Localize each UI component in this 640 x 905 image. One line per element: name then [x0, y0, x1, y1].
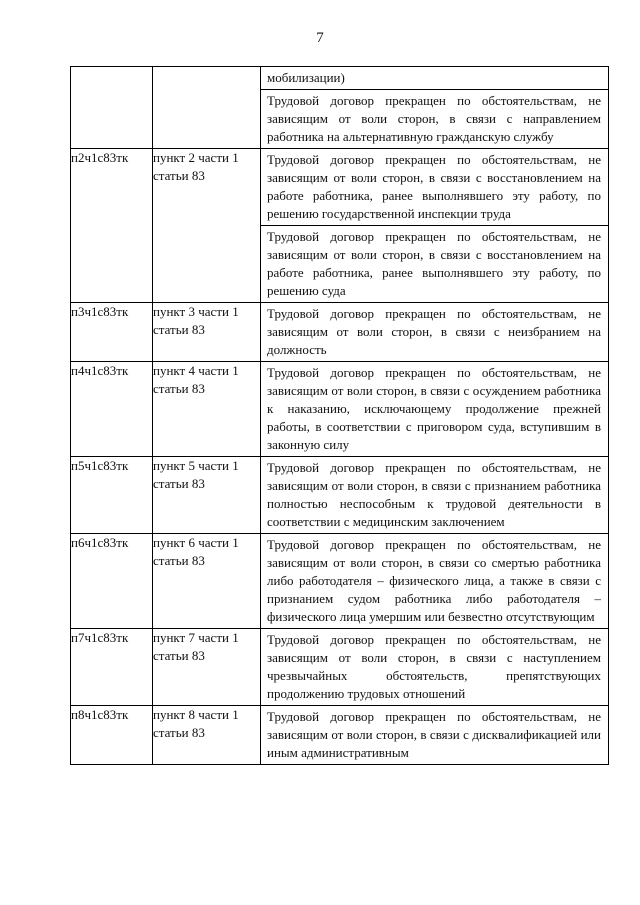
description-text: Трудовой договор прекращен по обстоятельствам, не зависящим от воли сторон, в связи с осуждением работника к наказанию, исключающему продолжение прежней работы, в соответствии с приговором суда, вступившим в законную силу — [267, 365, 601, 452]
description-cell — [261, 362, 609, 457]
code-cell: п2ч1с83тк — [71, 149, 153, 303]
reference-cell: пункт 7 части 1 статьи 83 — [153, 629, 261, 706]
description-text: мобилизации) — [267, 70, 345, 85]
table-row — [71, 149, 609, 303]
description-cell — [261, 67, 609, 149]
reference-cell: пункт 3 части 1 статьи 83 — [153, 303, 261, 362]
description-text: Трудовой договор прекращен по обстоятельствам, не зависящим от воли сторон, в связи со смертью работника либо работодателя – физического лица, а также в связи с признанием судом работника либо работодателя – физического лица умершим или безвестно отсутствующим — [267, 537, 601, 624]
table-row — [71, 534, 609, 629]
reference-cell: пункт 2 части 1 статьи 83 — [153, 149, 261, 303]
reference-cell: пункт 4 части 1 статьи 83 — [153, 362, 261, 457]
table-row — [71, 457, 609, 534]
description-text: Трудовой договор прекращен по обстоятельствам, не зависящим от воли сторон, в связи с наступлением чрезвычайных обстоятельств, препятствующих продолжению трудовых отношений — [267, 632, 601, 701]
table-row — [71, 303, 609, 362]
description-text: Трудовой договор прекращен по обстоятельствам, не зависящим от воли сторон, в связи с восстановлением на работе работника, ранее выполнявшего эту работу, по решению суда — [261, 225, 608, 302]
code-cell: п4ч1с83тк — [71, 362, 153, 457]
reference-cell — [153, 67, 261, 149]
description-cell — [261, 629, 609, 706]
reference-cell: пункт 5 части 1 статьи 83 — [153, 457, 261, 534]
description-text: Трудовой договор прекращен по обстоятельствам, не зависящим от воли сторон, в связи с направлением работника на альтернативную гражданскую службу — [261, 89, 608, 148]
description-text: Трудовой договор прекращен по обстоятельствам, не зависящим от воли сторон, в связи с признанием работника полностью неспособным к трудовой деятельности в соответствии с медицинским заключением — [267, 460, 601, 529]
description-cell — [261, 706, 609, 765]
description-cell — [261, 303, 609, 362]
code-cell: п7ч1с83тк — [71, 629, 153, 706]
table-row — [71, 706, 609, 765]
code-cell: п5ч1с83тк — [71, 457, 153, 534]
table-body — [71, 67, 609, 765]
description-text: Трудовой договор прекращен по обстоятельствам, не зависящим от воли сторон, в связи с восстановлением на работе работника, ранее выполнявшего эту работу, по решению государственной инспекции труда — [267, 152, 601, 221]
grounds-table — [70, 66, 609, 765]
code-cell: п8ч1с83тк — [71, 706, 153, 765]
description-cell — [261, 149, 609, 303]
code-cell — [71, 67, 153, 149]
description-text: Трудовой договор прекращен по обстоятельствам, не зависящим от воли сторон, в связи с дисквалификацией или иным административным — [267, 709, 601, 760]
page-number: 7 — [316, 30, 324, 46]
table-row — [71, 629, 609, 706]
code-cell: п6ч1с83тк — [71, 534, 153, 629]
description-cell — [261, 457, 609, 534]
description-text: Трудовой договор прекращен по обстоятельствам, не зависящим от воли сторон, в связи с неизбранием на должность — [267, 306, 601, 357]
reference-cell: пункт 8 части 1 статьи 83 — [153, 706, 261, 765]
reference-cell: пункт 6 части 1 статьи 83 — [153, 534, 261, 629]
description-cell — [261, 534, 609, 629]
code-cell: п3ч1с83тк — [71, 303, 153, 362]
table-row — [71, 362, 609, 457]
table-row — [71, 67, 609, 149]
